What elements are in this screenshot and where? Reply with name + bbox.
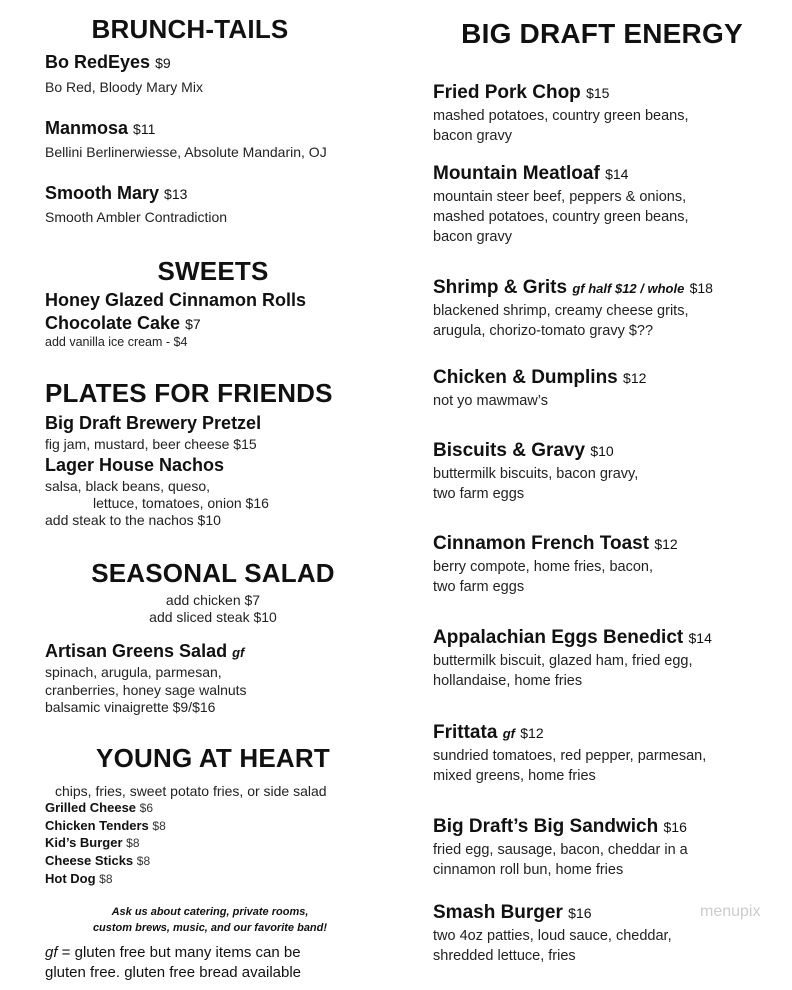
item-desc: cinnamon roll bun, home fries bbox=[433, 862, 624, 878]
menu-item bbox=[45, 835, 140, 850]
section-title-young-at-heart: YOUNG AT HEART bbox=[96, 743, 330, 773]
item-name: Appalachian Eggs Benedict bbox=[433, 627, 684, 648]
item-price: $8 bbox=[136, 854, 151, 868]
item-desc: not yo mawmaw’s bbox=[433, 393, 548, 409]
item-name: Hot Dog bbox=[45, 871, 96, 886]
item-price: $8 bbox=[126, 836, 140, 850]
item-desc: sundried tomatoes, red pepper, parmesan, bbox=[433, 748, 707, 764]
menu-item bbox=[45, 641, 244, 662]
item-name: Frittata bbox=[433, 722, 498, 743]
menu-item bbox=[433, 82, 609, 104]
menu-item bbox=[433, 533, 678, 555]
item-desc: two farm eggs bbox=[433, 579, 525, 595]
item-name: Biscuits & Gravy bbox=[433, 440, 586, 461]
menu-item bbox=[45, 871, 113, 886]
item-price: $12 bbox=[654, 536, 678, 552]
item-name: Manmosa bbox=[45, 118, 129, 138]
gf-tag: gf half $12 / whole bbox=[572, 281, 685, 296]
item-desc: fig jam, mustard, beer cheese $15 bbox=[45, 436, 257, 452]
menu-item bbox=[433, 163, 628, 185]
menu-item bbox=[45, 818, 166, 833]
item-price: $14 bbox=[688, 630, 712, 646]
menu-item bbox=[45, 118, 155, 139]
menu-item bbox=[45, 853, 150, 868]
item-name: Bo RedEyes bbox=[45, 52, 151, 72]
item-name: Chicken & Dumplins bbox=[433, 367, 618, 388]
gluten-free-note bbox=[45, 944, 301, 961]
item-desc: add steak to the nachos $10 bbox=[45, 512, 221, 528]
catering-note: custom brews, music, and our favorite band! bbox=[92, 922, 328, 934]
item-name: Artisan Greens Salad bbox=[45, 641, 228, 661]
item-name: Grilled Cheese bbox=[45, 800, 137, 815]
section-title-plates: PLATES FOR FRIENDS bbox=[45, 378, 333, 408]
item-price: $7 bbox=[185, 316, 201, 332]
item-desc: blackened shrimp, creamy cheese grits, bbox=[433, 303, 689, 319]
gf-tag: gf bbox=[232, 645, 245, 660]
item-desc: Bo Red, Bloody Mary Mix bbox=[45, 79, 203, 95]
item-name: Smash Burger bbox=[433, 902, 563, 923]
item-price: $13 bbox=[164, 186, 188, 202]
menu-item bbox=[45, 52, 171, 73]
item-name: Chicken Tenders bbox=[45, 818, 149, 833]
watermark: menupix bbox=[700, 903, 761, 920]
section-title-seasonal-salad: SEASONAL SALAD bbox=[91, 558, 335, 588]
item-name: Mountain Meatloaf bbox=[433, 163, 600, 184]
item-desc: hollandaise, home fries bbox=[433, 673, 583, 689]
item-price: $12 bbox=[520, 725, 544, 741]
item-desc: Bellini Berlinerwiesse, Absolute Mandarin, OJ bbox=[45, 144, 327, 160]
item-price: $12 bbox=[623, 370, 647, 386]
item-desc: lettuce, tomatoes, onion $16 bbox=[93, 495, 269, 511]
item-price: $8 bbox=[152, 819, 166, 833]
menu-item bbox=[433, 367, 646, 389]
item-name: Smooth Mary bbox=[45, 183, 160, 203]
item-desc: fried egg, sausage, bacon, cheddar in a bbox=[433, 842, 688, 858]
item-price: $11 bbox=[133, 121, 156, 137]
item-name: Shrimp & Grits bbox=[433, 277, 568, 298]
item-name: Fried Pork Chop bbox=[433, 82, 581, 103]
section-title-big-draft-energy: BIG DRAFT ENERGY bbox=[461, 18, 743, 49]
salad-addon: add sliced steak $10 bbox=[149, 609, 277, 625]
item-price: $10 bbox=[590, 443, 614, 459]
gf-tag: gf bbox=[502, 726, 515, 741]
item-desc: two 4oz patties, loud sauce, cheddar, bbox=[433, 928, 672, 944]
catering-note: Ask us about catering, private rooms, bbox=[111, 906, 309, 918]
menu-item bbox=[45, 800, 153, 815]
menu-item bbox=[433, 627, 712, 649]
item-desc: buttermilk biscuits, bacon gravy, bbox=[433, 466, 639, 482]
item-desc: berry compote, home fries, bacon, bbox=[433, 559, 654, 575]
item-name: Big Draft Brewery Pretzel bbox=[45, 413, 262, 433]
section-title-sweets: SWEETS bbox=[157, 256, 269, 286]
item-desc: arugula, chorizo-tomato gravy $?? bbox=[433, 323, 654, 339]
item-price: $6 bbox=[139, 801, 154, 815]
item-desc: cranberries, honey sage walnuts bbox=[45, 682, 247, 698]
item-desc: balsamic vinaigrette $9/$16 bbox=[45, 699, 216, 715]
item-price: $9 bbox=[155, 55, 171, 71]
item-desc: buttermilk biscuit, glazed ham, fried egg, bbox=[433, 653, 693, 669]
item-name: Kid’s Burger bbox=[45, 835, 123, 850]
menu-item bbox=[433, 902, 592, 924]
section-title-brunch-tails: BRUNCH-TAILS bbox=[91, 14, 289, 44]
gluten-free-note: gluten free. gluten free bread available bbox=[45, 964, 302, 981]
item-price: $14 bbox=[605, 166, 629, 182]
gf-tag: gf bbox=[45, 944, 58, 961]
item-name: Lager House Nachos bbox=[45, 455, 225, 475]
item-name: Big Draft’s Big Sandwich bbox=[433, 816, 659, 837]
item-name: Honey Glazed Cinnamon Rolls bbox=[45, 290, 307, 310]
item-name: Chocolate Cake bbox=[45, 313, 181, 333]
item-desc: Smooth Ambler Contradiction bbox=[45, 209, 228, 225]
item-desc: two farm eggs bbox=[433, 486, 525, 502]
item-desc: add vanilla ice cream - $4 bbox=[45, 335, 188, 349]
item-name: Cinnamon French Toast bbox=[433, 533, 650, 554]
item-desc: salsa, black beans, queso, bbox=[45, 478, 210, 494]
gf-note-text: = gluten free but many items can be bbox=[57, 944, 301, 961]
item-name: Cheese Sticks bbox=[45, 853, 134, 868]
menu-item bbox=[433, 277, 713, 299]
item-price: $18 bbox=[689, 280, 713, 296]
item-desc: bacon gravy bbox=[433, 128, 512, 144]
salad-addon: add chicken $7 bbox=[165, 592, 261, 608]
menu-item bbox=[433, 440, 614, 462]
menu-item bbox=[433, 722, 544, 744]
item-desc: mixed greens, home fries bbox=[433, 768, 596, 784]
item-desc: mashed potatoes, country green beans, bbox=[433, 108, 689, 124]
item-price: $8 bbox=[99, 872, 113, 886]
menu-item bbox=[45, 313, 201, 334]
item-price: $16 bbox=[663, 819, 687, 835]
menu-item bbox=[45, 183, 187, 204]
item-price: $15 bbox=[586, 85, 610, 101]
item-desc: spinach, arugula, parmesan, bbox=[45, 664, 222, 680]
sides-options: chips, fries, sweet potato fries, or side salad bbox=[55, 783, 327, 799]
item-price: $16 bbox=[568, 905, 592, 921]
menu-item bbox=[433, 816, 687, 838]
item-desc: shredded lettuce, fries bbox=[433, 948, 576, 964]
item-desc: mashed potatoes, country green beans, bbox=[433, 209, 689, 225]
item-desc: bacon gravy bbox=[433, 229, 512, 245]
item-desc: mountain steer beef, peppers & onions, bbox=[433, 189, 687, 205]
